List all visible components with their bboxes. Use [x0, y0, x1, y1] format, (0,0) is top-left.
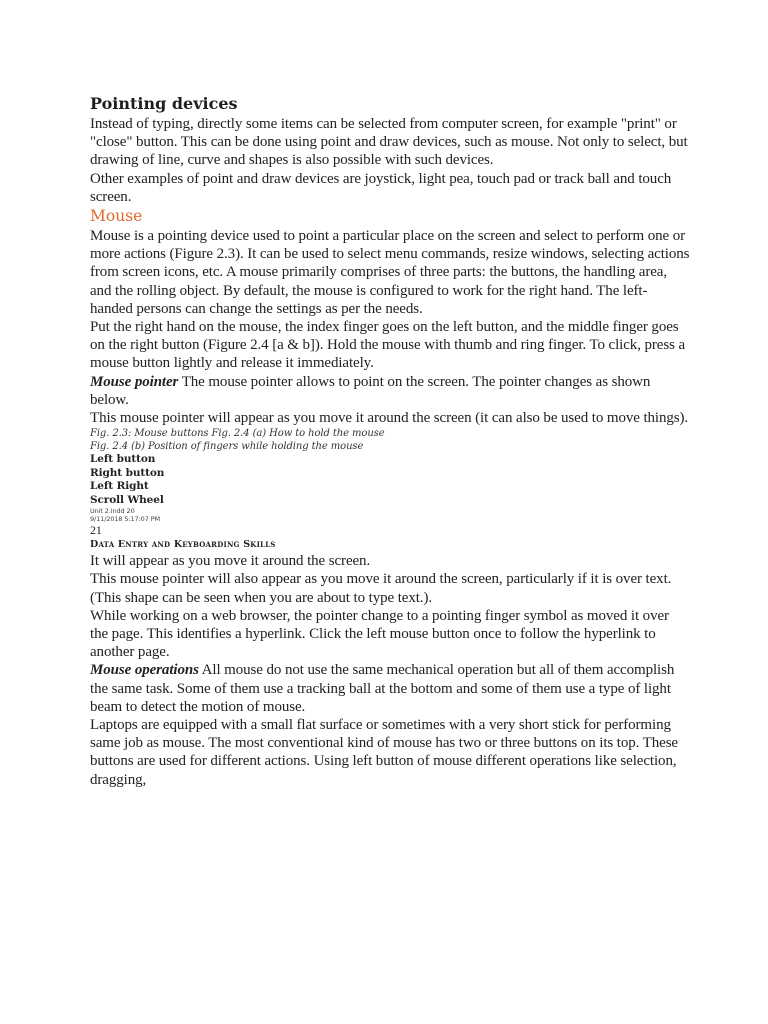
page-number: 21 — [90, 523, 102, 538]
file-slug: Unit 2.indd 20 — [90, 507, 135, 516]
figure-caption: Fig. 2.4 (b) Position of fingers while holding the mouse — [90, 441, 364, 453]
figure-label: Scroll Wheel — [90, 493, 164, 506]
mouse-definition-paragraph: Mouse is a pointing device used to point a particular place on the screen and select to perform one or more actions (Figure 2.3). It can be used to select menu commands, resize windows, selecting actions from screen icons, etc. A mouse primarily comprises of three parts: the buttons, the handling area, and the rolling object. By default, the mouse is configured to work for the right hand. The left-handed persons can change the settings as per the needs. — [90, 228, 690, 317]
hyperlink-pointer-paragraph: While working on a web browser, the pointer change to a pointing finger symbol as moved it over the page. This identifies a hyperlink. Click the left mouse button once to follow the hyperlink to another page. — [90, 607, 669, 661]
examples-paragraph: Other examples of point and draw devices are joystick, light pea, touch pad or track ball and touch screen. — [90, 170, 672, 205]
figure-label: Left Right — [90, 480, 149, 493]
mouse-operations-text: All mouse do not use the same mechanical operation but all of them accomplish the same task. Some of them use a tracking ball at the bottom and some of them use a type of light beam to detect the motion of mouse. — [90, 662, 675, 715]
intro-paragraph: Instead of typing, directly some items can be selected from computer screen, for example "print" or "close" button. This can be done using point and draw devices, such as mouse. Not only to select, but drawing of line, curve and shapes is also possible with such devices. — [90, 116, 688, 169]
mouse-heading: Mouse — [90, 207, 143, 226]
mouse-pointer-text: The mouse pointer allows to point on the screen. The pointer changes as shown below. — [90, 373, 651, 408]
running-head: Data Entry and Keyboarding Skills — [90, 539, 276, 551]
mouse-operations-lead: Mouse operations — [90, 662, 199, 679]
hand-position-paragraph: Put the right hand on the mouse, the index finger goes on the left button, and the middle finger goes on the right button (Figure 2.4 [a & b]). Hold the mouse with thumb and ring finger. To click, press a mouse button lightly and release it immediately. — [90, 319, 686, 372]
file-datetime: 9/11/2018 5:17:07 PM — [90, 515, 161, 524]
pointer-move-paragraph: This mouse pointer will appear as you move it around the screen (it can also be used to move things). — [90, 410, 689, 427]
section-title: Pointing devices — [90, 94, 238, 113]
figure-caption: Fig. 2.3: Mouse buttons Fig. 2.4 (a) How to hold the mouse — [90, 428, 385, 440]
text-pointer-paragraph: This mouse pointer will also appear as you move it around the screen, particularly if it is over text. (This shape can be seen when you are about to type text.). — [90, 571, 672, 606]
mouse-pointer-lead: Mouse pointer — [90, 373, 179, 390]
laptops-paragraph: Laptops are equipped with a small flat surface or sometimes with a very short stick for performing same job as mouse. The most conventional kind of mouse has two or three buttons on its top. These buttons are used for different actions. Using left button of mouse different operations like selection, dragging, — [90, 717, 678, 788]
page-content — [90, 93, 690, 789]
mouse-operations-paragraph — [90, 661, 690, 716]
figure-label: Left button — [90, 453, 156, 466]
figure-label: Right button — [90, 466, 165, 479]
mouse-pointer-paragraph — [90, 373, 690, 409]
pointer-appear-paragraph: It will appear as you move it around the screen. — [90, 553, 371, 570]
